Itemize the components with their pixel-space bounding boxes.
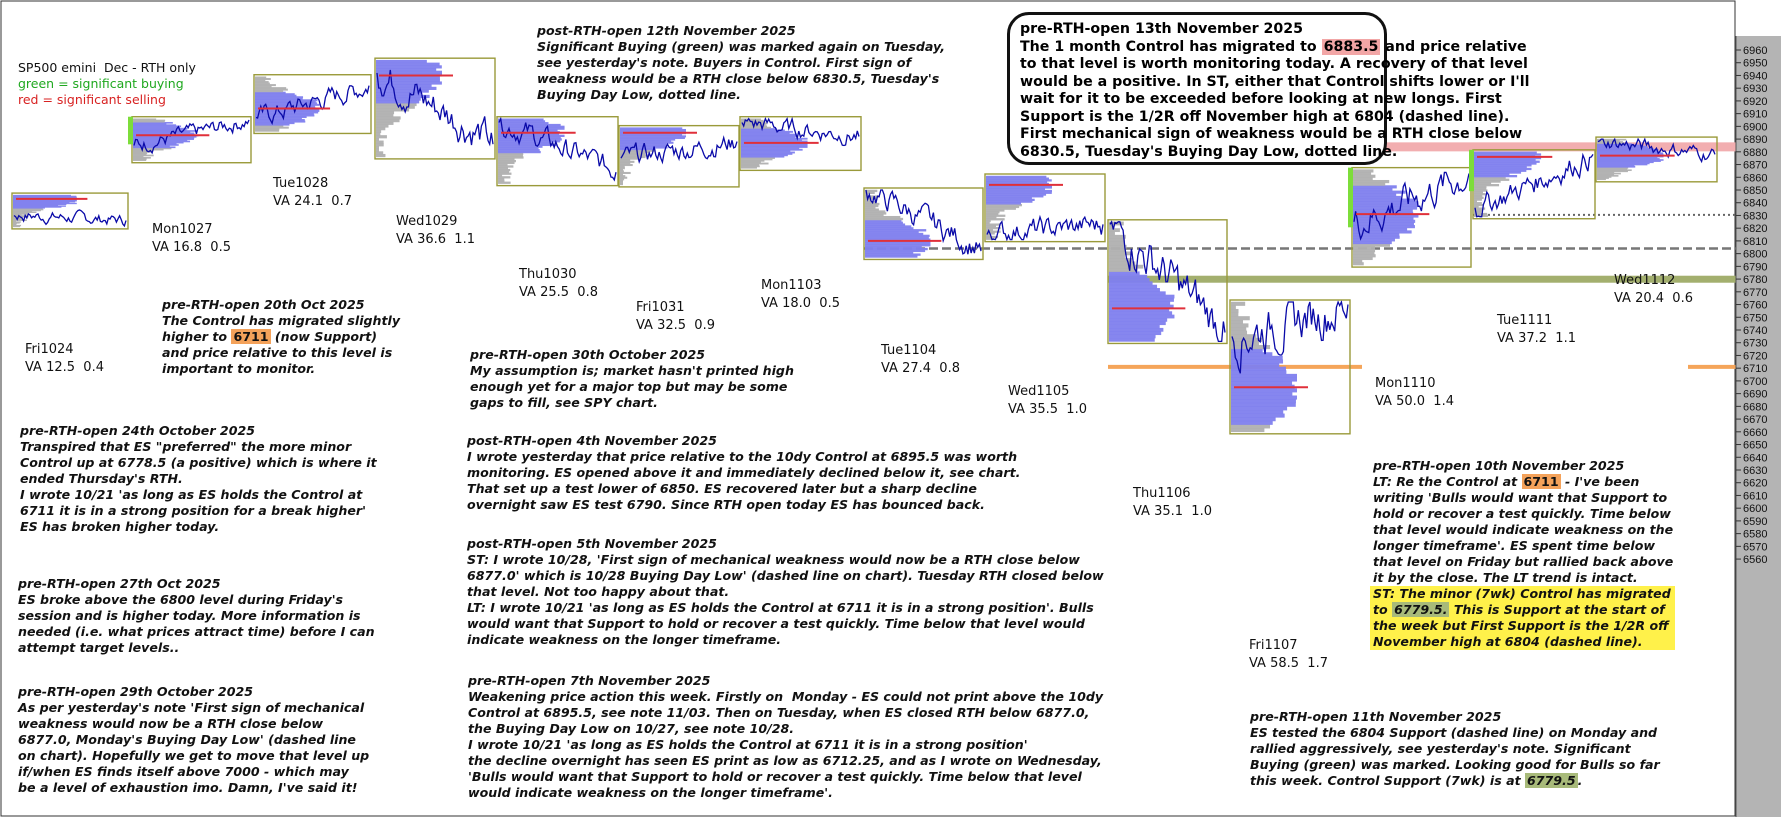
note-line: I wrote 10/21 'as long as ES holds the Control at bbox=[20, 487, 363, 502]
volume-profile-bar bbox=[1231, 377, 1297, 381]
axis-tick-label: 6930 bbox=[1743, 83, 1768, 96]
session-date: Wed1112 bbox=[1614, 273, 1676, 288]
volume-profile-bar bbox=[1109, 325, 1160, 329]
note-title: post-RTH-open 5th November 2025 bbox=[467, 536, 717, 551]
volume-profile-bar bbox=[1109, 248, 1126, 252]
note-line: overnight saw ES test 6790. Since RTH open today ES has bounced back. bbox=[467, 497, 985, 512]
note-line: the decline overnight has seen ES print as low as 6712.25, and as I wrote on Wednesday, bbox=[468, 753, 1102, 768]
volume-profile-bar bbox=[1231, 396, 1297, 400]
note-line: weakness would be a RTH close below 6830.5, Tuesday's bbox=[537, 71, 940, 86]
note-line: and price relative bbox=[1380, 38, 1527, 55]
volume-profile-bar bbox=[1231, 359, 1283, 363]
session-Thu1030 bbox=[497, 117, 618, 186]
legend-instrument: SP500 emini Dec - RTH only bbox=[18, 60, 196, 75]
session-date: Fri1024 bbox=[25, 342, 74, 357]
axis-tick-label: 6710 bbox=[1743, 363, 1768, 376]
volume-profile-bar bbox=[1231, 428, 1264, 432]
volume-profile-bar bbox=[1109, 338, 1155, 342]
volume-profile-bar bbox=[1231, 356, 1283, 360]
note-line: Significant Buying (green) was marked again on Tuesday, bbox=[537, 39, 946, 54]
session-label bbox=[25, 341, 104, 377]
note-line: needed (i.e. what prices attract time) before I can bbox=[18, 624, 375, 639]
session-value-area: VA 27.4 0.8 bbox=[881, 361, 960, 376]
session-date: Wed1105 bbox=[1008, 384, 1070, 399]
volume-profile-bar bbox=[1231, 305, 1236, 309]
level-highlight: 6779.5 bbox=[1527, 773, 1576, 788]
session-date: Wed1029 bbox=[396, 214, 458, 229]
volume-profile-bar bbox=[1109, 261, 1135, 265]
note-line: be a level of exhaustion imo. Damn, I've said it! bbox=[18, 780, 358, 795]
session-label bbox=[881, 342, 960, 378]
note-line: it by the close. The LT trend is intact. bbox=[1373, 570, 1638, 585]
session-Tue1111 bbox=[1469, 150, 1595, 219]
volume-profile-bar bbox=[1109, 295, 1174, 299]
volume-profile-bar bbox=[1231, 381, 1292, 385]
volume-profile-bar bbox=[1109, 318, 1167, 322]
session-value-area: VA 18.0 0.5 bbox=[761, 296, 840, 311]
session-label bbox=[519, 266, 598, 302]
volume-profile-bar bbox=[1109, 271, 1140, 275]
session-label bbox=[273, 175, 352, 211]
volume-profile-bar bbox=[1109, 281, 1153, 285]
note-line: session and is higher today. More information is bbox=[18, 608, 361, 623]
note-line: hold or recover a test quickly. Time below bbox=[1373, 506, 1671, 521]
session-label bbox=[1249, 637, 1328, 673]
note-line: that level would indicate weakness on the bbox=[1373, 522, 1674, 537]
note-line: wait for it to be exceeded before looking at new longs. First bbox=[1020, 91, 1502, 107]
st-highlight-block bbox=[1370, 586, 1675, 650]
volume-profile-bar bbox=[1109, 298, 1174, 302]
axis-tick-label: 6750 bbox=[1743, 312, 1768, 325]
note-title: pre-RTH-open 11th November 2025 bbox=[1250, 709, 1502, 724]
volume-profile-bar bbox=[1231, 414, 1285, 418]
volume-profile-bar bbox=[1353, 169, 1373, 172]
note-line: This is Support at the start of bbox=[1449, 602, 1665, 617]
note-line: That set up a test lower of 6850. ES recovered later but a sharp decline bbox=[467, 481, 977, 496]
note-nov10 bbox=[1373, 458, 1675, 650]
volume-profile-bar bbox=[741, 118, 761, 120]
volume-profile-bar bbox=[1109, 285, 1157, 289]
note-line: gaps to fill, see SPY chart. bbox=[470, 395, 658, 410]
note-nov4 bbox=[467, 433, 1020, 513]
axis-tick-label: 6700 bbox=[1743, 375, 1768, 388]
volume-profile-bar bbox=[1231, 313, 1238, 317]
note-line: My assumption is; market hasn't printed high bbox=[470, 363, 794, 378]
volume-profile-bar bbox=[1109, 288, 1160, 292]
session-value-area: VA 12.5 0.4 bbox=[25, 360, 104, 375]
session-value-area: VA 35.5 1.0 bbox=[1008, 402, 1087, 417]
session-date: Thu1030 bbox=[519, 267, 577, 282]
legend-green: green = significant buying bbox=[18, 76, 184, 91]
note-line: rallied aggressively, see yesterday's note. Significant bbox=[1250, 741, 1631, 756]
volume-profile-bar bbox=[1109, 251, 1133, 255]
note-line: - I've been bbox=[1560, 474, 1640, 489]
note-line: LT: I wrote 10/21 'as long as ES holds the Control at 6711 it is in a strong position'. Bulls bbox=[467, 600, 1094, 615]
volume-profile-bar bbox=[1109, 275, 1147, 279]
session-value-area: VA 35.1 1.0 bbox=[1133, 504, 1212, 519]
session-value-area: VA 16.8 0.5 bbox=[152, 240, 231, 255]
session-value-area: VA 25.5 0.8 bbox=[519, 285, 598, 300]
session-Tue1028 bbox=[254, 75, 371, 134]
session-date: Tue1111 bbox=[1497, 313, 1553, 328]
note-title: pre-RTH-open 7th November 2025 bbox=[468, 673, 711, 688]
session-label bbox=[1614, 272, 1693, 308]
axis-tick-label: 6690 bbox=[1743, 388, 1768, 401]
session-date: Mon1027 bbox=[152, 222, 213, 237]
session-Mon1110 bbox=[1348, 168, 1471, 267]
note-line: 6877.0, Monday's Buying Day Low' (dashed line bbox=[18, 732, 356, 747]
session-Mon1103 bbox=[740, 117, 861, 171]
axis-tick-label: 6850 bbox=[1743, 184, 1768, 197]
axis-tick-label: 6600 bbox=[1743, 503, 1768, 516]
session-value-area: VA 50.0 1.4 bbox=[1375, 394, 1454, 409]
session-date: Fri1107 bbox=[1249, 638, 1298, 653]
volume-profile-bar bbox=[1231, 309, 1239, 313]
note-line: to that level is worth monitoring today. A recovery of that level bbox=[1020, 56, 1528, 72]
axis-tick-label: 6650 bbox=[1743, 439, 1768, 452]
note-title: pre-RTH-open 13th November 2025 bbox=[1020, 21, 1303, 37]
session-label bbox=[761, 277, 840, 313]
axis-tick-label: 6670 bbox=[1743, 414, 1768, 427]
note-line: November high at 6804 (dashed line). bbox=[1373, 634, 1643, 649]
level-highlight: 6711 bbox=[233, 329, 269, 344]
note-title: post-RTH-open 12th November 2025 bbox=[537, 23, 796, 38]
note-line: enough yet for a major top but may be some bbox=[470, 379, 788, 394]
level-highlight: 6779.5. bbox=[1394, 602, 1448, 617]
note-line: Control at 6895.5, see note 11/03. Then on Tuesday, when ES closed RTH below 6877.0, bbox=[468, 705, 1090, 720]
volume-profile-bar bbox=[1109, 255, 1125, 259]
volume-profile-bar bbox=[1231, 392, 1292, 396]
volume-profile-bar bbox=[1109, 328, 1163, 332]
volume-profile-bar bbox=[1231, 403, 1296, 407]
volume-profile-bar bbox=[1231, 302, 1245, 306]
volume-profile-bar bbox=[1109, 335, 1156, 339]
session-label bbox=[152, 221, 231, 257]
volume-profile-bar bbox=[1109, 242, 1124, 246]
note-line: the Buying Day Low on 10/27, see note 10/28. bbox=[468, 721, 795, 736]
volume-profile-bar bbox=[1231, 323, 1248, 327]
session-Tue1104 bbox=[864, 188, 983, 259]
note-line: ST: The minor (7wk) Control has migrated bbox=[1373, 586, 1671, 601]
session-Fri1024 bbox=[12, 193, 128, 229]
volume-profile-bar bbox=[1231, 406, 1287, 410]
note-line: ES has broken higher today. bbox=[20, 519, 220, 534]
axis-tick-label: 6620 bbox=[1743, 477, 1768, 490]
axis-tick-label: 6790 bbox=[1743, 261, 1768, 274]
volume-profile-bar bbox=[1109, 232, 1115, 236]
session-label bbox=[1008, 383, 1087, 419]
volume-profile-bar bbox=[1231, 320, 1243, 324]
axis-tick-label: 6940 bbox=[1743, 70, 1768, 83]
note-line: if/when ES finds itself above 7000 - which may bbox=[18, 764, 349, 779]
volume-profile-bar bbox=[1231, 327, 1246, 331]
volume-profile-bar bbox=[1109, 315, 1174, 319]
volume-profile-bar bbox=[1231, 399, 1296, 403]
note-oct27 bbox=[18, 576, 375, 656]
note-line: would be a positive. In ST, either that Control shifts lower or I'll bbox=[1020, 73, 1530, 90]
volume-profile-bar bbox=[1109, 311, 1172, 315]
axis-tick-label: 6590 bbox=[1743, 515, 1768, 528]
note-line: Support is the 1/2R off November high at 6804 (dashed line). bbox=[1020, 108, 1510, 125]
note-nov7 bbox=[468, 673, 1103, 801]
note-line: ES broke above the 6800 level during Friday's bbox=[18, 592, 344, 607]
axis-tick-label: 6580 bbox=[1743, 528, 1768, 541]
volume-profile-bar bbox=[1109, 265, 1143, 269]
session-date: Thu1106 bbox=[1133, 486, 1191, 501]
note-oct24 bbox=[20, 423, 377, 535]
axis-tick-label: 6570 bbox=[1743, 541, 1768, 554]
significant-buying-marker bbox=[1348, 168, 1353, 228]
volume-profile-bar bbox=[1109, 321, 1166, 325]
note-nov12 bbox=[537, 23, 945, 103]
session-date: Mon1110 bbox=[1375, 376, 1436, 391]
note-line: LT: Re the Control at bbox=[1373, 474, 1522, 489]
note-line: to bbox=[1373, 602, 1393, 617]
axis-tick-label: 6890 bbox=[1743, 134, 1768, 147]
note-line: The 1 month Control has migrated to bbox=[1020, 38, 1322, 55]
note-line: see yesterday's note. Buyers in Control. First sign of bbox=[537, 55, 912, 70]
axis-tick-label: 6760 bbox=[1743, 299, 1768, 312]
session-label bbox=[1375, 375, 1454, 411]
volume-profile-bar bbox=[1231, 331, 1247, 335]
axis-tick-label: 6640 bbox=[1743, 452, 1768, 465]
note-title: post-RTH-open 4th November 2025 bbox=[467, 433, 717, 448]
session-label bbox=[1133, 485, 1212, 521]
axis-tick-label: 6910 bbox=[1743, 108, 1768, 121]
note-line: attempt target levels.. bbox=[18, 640, 180, 655]
volume-profile-bar bbox=[620, 127, 682, 129]
volume-profile-bar bbox=[1109, 331, 1161, 335]
note-line: 6830.5, Tuesday's Buying Day Low, dotted line. bbox=[1020, 143, 1398, 160]
note-line: the week but First Support is the 1/2R off bbox=[1373, 618, 1669, 633]
axis-tick-label: 6740 bbox=[1743, 324, 1768, 337]
session-value-area: VA 58.5 1.7 bbox=[1249, 656, 1328, 671]
session-Wed1105 bbox=[985, 174, 1105, 242]
session-value-area: VA 37.2 1.1 bbox=[1497, 331, 1576, 346]
axis-tick-label: 6860 bbox=[1743, 172, 1768, 185]
note-line: Buying (green) was marked. Looking good for Bulls so far bbox=[1250, 757, 1660, 772]
axis-tick-label: 6730 bbox=[1743, 337, 1768, 350]
significant-buying-marker bbox=[128, 117, 133, 145]
level-highlight: 6883.5 bbox=[1323, 38, 1379, 55]
session-Mon1027 bbox=[128, 117, 251, 163]
note-line: As per yesterday's note 'First sign of mechanical bbox=[18, 700, 365, 715]
note-line: that level. Not too happy about that. bbox=[467, 584, 730, 599]
volume-profile-bar bbox=[13, 195, 71, 196]
note-title: pre-RTH-open 30th October 2025 bbox=[470, 347, 705, 362]
note-oct30 bbox=[470, 347, 794, 411]
session-label bbox=[396, 213, 475, 249]
volume-profile-bar bbox=[1109, 258, 1132, 262]
axis-tick-label: 6830 bbox=[1743, 210, 1768, 223]
note-line: I wrote yesterday that price relative to the 10dy Control at 6895.5 was worth bbox=[467, 449, 1018, 464]
note-nov13 bbox=[1007, 12, 1530, 165]
volume-profile-bar bbox=[1231, 424, 1270, 428]
volume-profile-bar bbox=[1231, 410, 1283, 414]
note-line: First mechanical sign of weakness would be a RTH close below bbox=[1020, 126, 1523, 142]
axis-tick-label: 6810 bbox=[1743, 235, 1768, 248]
volume-profile-bar bbox=[1231, 316, 1250, 320]
axis-tick-label: 6630 bbox=[1743, 464, 1768, 477]
axis-tick-label: 6770 bbox=[1743, 286, 1768, 299]
note-line: ST: I wrote 10/28, 'First sign of mechanical weakness would now be a RTH close below bbox=[467, 552, 1080, 567]
volume-profile-bar bbox=[498, 118, 544, 120]
axis-tick-label: 6900 bbox=[1743, 121, 1768, 134]
level-highlight: 6711 bbox=[1523, 474, 1559, 489]
volume-profile-bar bbox=[1231, 388, 1297, 392]
note-line: . bbox=[1577, 773, 1583, 788]
note-line: longer timeframe'. ES spent time below bbox=[1373, 538, 1655, 553]
significant-buying-marker bbox=[1469, 150, 1474, 191]
session-value-area: VA 36.6 1.1 bbox=[396, 232, 475, 247]
note-line: on chart). Hopefully we get to move that level up bbox=[18, 748, 370, 763]
volume-profile-bar bbox=[1231, 338, 1262, 342]
legend-red: red = significant selling bbox=[18, 92, 166, 107]
note-line: (now Support) bbox=[270, 329, 378, 344]
note-title: pre-RTH-open 29th October 2025 bbox=[18, 684, 253, 699]
note-line: higher to bbox=[162, 329, 232, 344]
note-line: would want that Support to hold or recover a test quickly. Time below that level would bbox=[467, 616, 1085, 631]
volume-profile-bar bbox=[255, 76, 266, 78]
axis-tick-label: 6840 bbox=[1743, 197, 1768, 210]
volume-profile-bar bbox=[1109, 268, 1138, 272]
note-line: I wrote 10/21 'as long as ES holds the Control at 6711 it is in a strong position' bbox=[468, 737, 1028, 752]
note-title: pre-RTH-open 27th Oct 2025 bbox=[18, 576, 221, 591]
axis-tick-label: 6920 bbox=[1743, 95, 1768, 108]
volume-profile-bar bbox=[1231, 417, 1276, 421]
note-line: 6711 it is in a strong position for a break higher' bbox=[20, 503, 366, 518]
volume-profile-bar bbox=[1231, 352, 1272, 356]
note-nov5 bbox=[467, 536, 1104, 648]
axis-tick-label: 6870 bbox=[1743, 159, 1768, 172]
session-date: Tue1028 bbox=[273, 176, 329, 191]
volume-profile-bar bbox=[1109, 238, 1125, 242]
chart-legend bbox=[18, 60, 196, 108]
note-line: The Control has migrated slightly bbox=[162, 313, 401, 328]
note-title: pre-RTH-open 24th October 2025 bbox=[20, 423, 255, 438]
note-line: weakness would now be a RTH close below bbox=[18, 716, 324, 731]
note-line: 'Bulls would want that Support to hold or recover a test quickly. Time below that level bbox=[468, 769, 1082, 784]
axis-tick-label: 6610 bbox=[1743, 490, 1768, 503]
axis-tick-label: 6660 bbox=[1743, 426, 1768, 439]
note-line: monitoring. ES opened above it and immediately declined below it, see chart. bbox=[467, 465, 1021, 480]
session-Fri1031 bbox=[619, 126, 739, 187]
note-line: Transpired that ES "preferred" the more minor bbox=[20, 439, 352, 454]
session-value-area: VA 20.4 0.6 bbox=[1614, 291, 1693, 306]
session-label bbox=[1497, 312, 1576, 348]
note-line: that level on Friday but rallied back above bbox=[1373, 554, 1674, 569]
volume-profile-bar bbox=[1109, 301, 1170, 305]
note-title: pre-RTH-open 20th Oct 2025 bbox=[162, 297, 365, 312]
volume-profile-bar bbox=[376, 60, 427, 63]
note-line: ES tested the 6804 Support (dashed line) on Monday and bbox=[1250, 725, 1658, 740]
note-line: this week. Control Support (7wk) is at bbox=[1250, 773, 1525, 788]
note-nov11 bbox=[1250, 709, 1660, 789]
note-line: ended Thursday's RTH. bbox=[20, 471, 183, 486]
volume-profile-bar bbox=[1231, 374, 1297, 378]
volume-profile-bar bbox=[1109, 278, 1150, 282]
volume-profile-bar bbox=[1109, 291, 1166, 295]
session-value-area: VA 24.1 0.7 bbox=[273, 194, 352, 209]
volume-profile-bar bbox=[986, 176, 1046, 178]
axis-tick-label: 6950 bbox=[1743, 57, 1768, 70]
axis-tick-label: 6880 bbox=[1743, 146, 1768, 159]
note-line: and price relative to this level is bbox=[162, 345, 393, 360]
axis-tick-label: 6800 bbox=[1743, 248, 1768, 261]
note-oct29 bbox=[18, 684, 369, 796]
axis-tick-label: 6960 bbox=[1743, 45, 1768, 57]
session-date: Tue1104 bbox=[881, 343, 937, 358]
axis-tick-label: 6720 bbox=[1743, 350, 1768, 363]
note-line: indicate weakness on the longer timeframe. bbox=[467, 632, 782, 647]
axis-tick-label: 6780 bbox=[1743, 274, 1768, 287]
session-date: Mon1103 bbox=[761, 278, 822, 293]
note-title: pre-RTH-open 10th November 2025 bbox=[1373, 458, 1625, 473]
axis-tick-label: 6560 bbox=[1743, 554, 1768, 567]
note-line: Weakening price action this week. Firstly on Monday - ES could not print above the 10dy bbox=[468, 689, 1104, 704]
volume-profile-bar bbox=[1231, 421, 1273, 425]
session-date: Fri1031 bbox=[636, 300, 685, 315]
volume-profile-bar bbox=[1109, 228, 1120, 232]
note-line: important to monitor. bbox=[162, 361, 316, 376]
volume-profile-bar bbox=[1474, 152, 1537, 154]
note-line: writing 'Bulls would want that Support to bbox=[1373, 490, 1668, 505]
session-Wed1029 bbox=[375, 58, 495, 159]
price-axis bbox=[1736, 36, 1781, 817]
note-line: would indicate weakness on the longer timeframe'. bbox=[468, 785, 833, 800]
volume-profile-bar bbox=[133, 118, 156, 120]
axis-tick-label: 6820 bbox=[1743, 223, 1768, 236]
note-line: 6877.0' which is 10/28 Buying Day Low' (dashed line on chart). Tuesday RTH closed below bbox=[467, 568, 1104, 583]
note-line: Control up at 6778.5 (a positive) which is where it bbox=[20, 455, 377, 470]
note-line: Buying Day Low, dotted line. bbox=[537, 87, 741, 102]
note-oct20 bbox=[162, 297, 400, 377]
session-label bbox=[636, 299, 715, 335]
axis-tick-label: 6680 bbox=[1743, 401, 1768, 414]
session-value-area: VA 32.5 0.9 bbox=[636, 318, 715, 333]
